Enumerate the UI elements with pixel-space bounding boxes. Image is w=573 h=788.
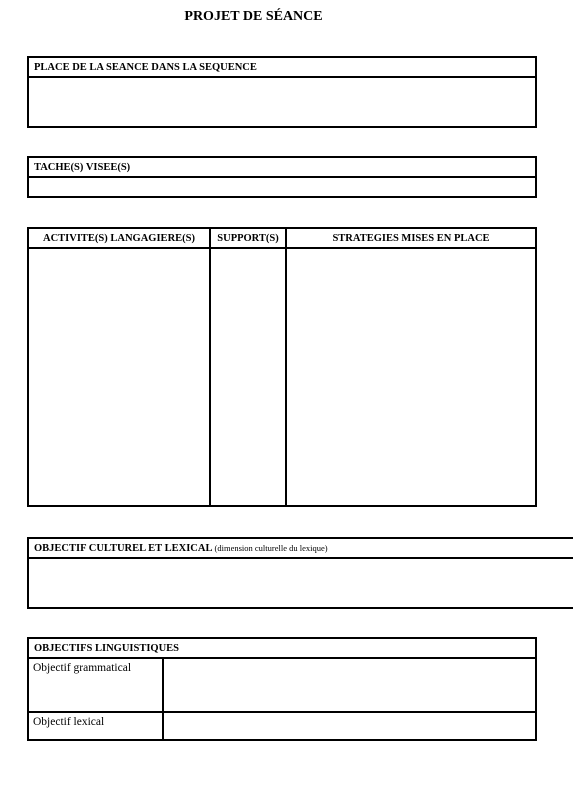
objectif-lexical-label: Objectif lexical: [29, 713, 164, 739]
supports-header: SUPPORT(S): [211, 229, 285, 249]
objectif-lexical-row: [29, 711, 535, 739]
objectif-grammatical-field[interactable]: [164, 659, 535, 711]
taches-visees-section: [27, 156, 537, 198]
objectif-culturel-title: OBJECTIF CULTUREL ET LEXICAL: [34, 543, 212, 554]
strategies-header: STRATEGIES MISES EN PLACE: [287, 229, 535, 249]
objectif-lexical-field[interactable]: [164, 713, 535, 739]
supports-field[interactable]: [211, 249, 285, 505]
activites-column: [29, 229, 209, 505]
objectifs-linguistiques-header: OBJECTIFS LINGUISTIQUES: [29, 639, 535, 659]
objectif-grammatical-row: [29, 659, 535, 711]
activites-header: ACTIVITE(S) LANGAGIERE(S): [29, 229, 209, 249]
objectif-culturel-section: [27, 537, 573, 609]
objectif-culturel-field[interactable]: [29, 559, 573, 607]
objectifs-linguistiques-table: [27, 637, 537, 741]
activites-field[interactable]: [29, 249, 209, 505]
strategies-field[interactable]: [287, 249, 535, 505]
taches-visees-header: TACHE(S) VISEE(S): [29, 158, 535, 178]
supports-column: [209, 229, 285, 505]
objectif-grammatical-label: Objectif grammatical: [29, 659, 164, 711]
strategies-column: [285, 229, 535, 505]
place-seance-header: PLACE DE LA SEANCE DANS LA SEQUENCE: [29, 58, 535, 78]
activites-table: [27, 227, 537, 507]
objectif-culturel-header: [29, 539, 573, 559]
objectif-culturel-note: (dimension culturelle du lexique): [214, 543, 328, 553]
place-seance-field[interactable]: [29, 78, 535, 126]
place-seance-section: [27, 56, 537, 128]
taches-visees-field[interactable]: [29, 178, 535, 196]
page-title: PROJET DE SÉANCE: [184, 9, 323, 24]
